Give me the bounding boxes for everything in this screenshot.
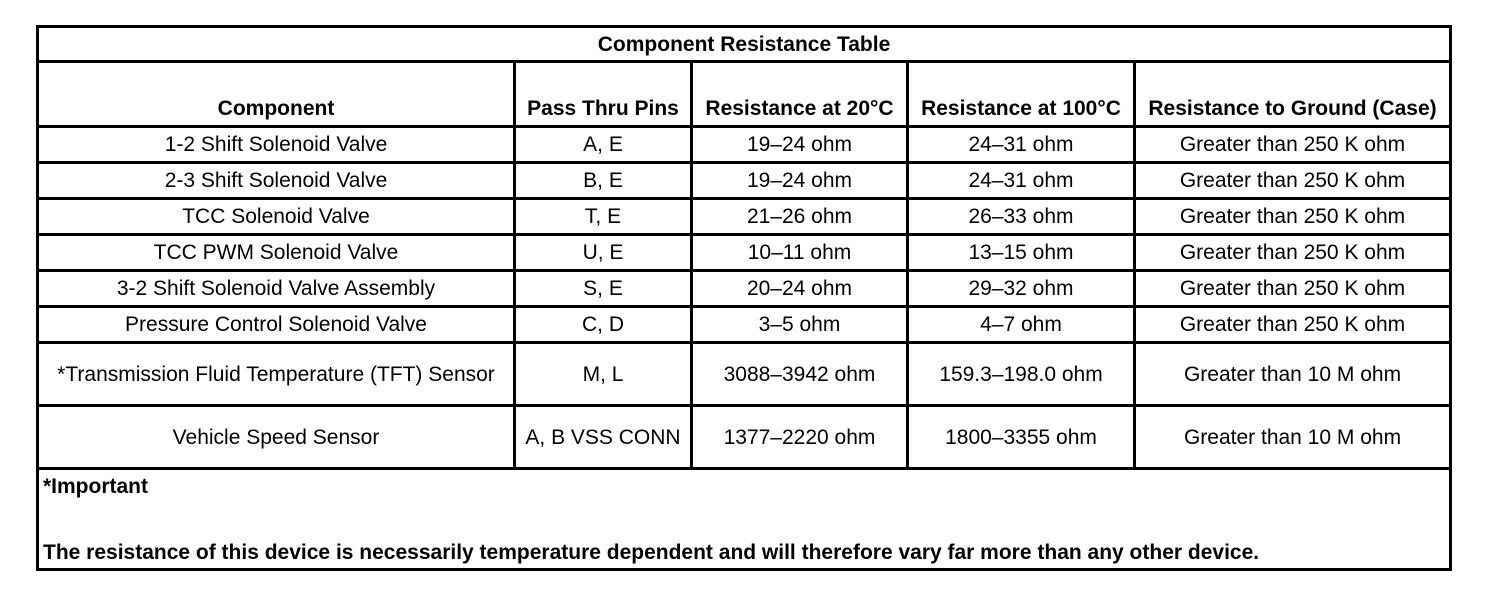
component-cell: 3-2 Shift Solenoid Valve Assembly: [38, 271, 515, 307]
component-resistance-table: [36, 25, 1452, 571]
resistance-20c-cell: 1377–2220 ohm: [692, 406, 908, 469]
resistance-100c-cell: 159.3–198.0 ohm: [908, 343, 1135, 406]
resistance-100c-cell: 1800–3355 ohm: [908, 406, 1135, 469]
component-cell: Vehicle Speed Sensor: [38, 406, 515, 469]
component-cell: Pressure Control Solenoid Valve: [38, 307, 515, 343]
resistance-100c-cell: 24–31 ohm: [908, 163, 1135, 199]
note-title: *Important: [43, 475, 148, 498]
resistance-ground-cell: Greater than 250 K ohm: [1135, 199, 1451, 235]
resistance-20c-cell: 10–11 ohm: [692, 235, 908, 271]
component-cell: 1-2 Shift Solenoid Valve: [38, 127, 515, 163]
column-header-resistance-20c: Resistance at 20°C: [692, 62, 908, 127]
column-header-resistance-to-ground: Resistance to Ground (Case): [1135, 62, 1451, 127]
resistance-ground-cell: Greater than 250 K ohm: [1135, 235, 1451, 271]
pins-cell: A, B VSS CONN: [515, 406, 692, 469]
resistance-100c-cell: 29–32 ohm: [908, 271, 1135, 307]
resistance-100c-cell: 13–15 ohm: [908, 235, 1135, 271]
resistance-100c-cell: 4–7 ohm: [908, 307, 1135, 343]
resistance-ground-cell: Greater than 10 M ohm: [1135, 343, 1451, 406]
table-title-row: [38, 27, 1451, 62]
resistance-ground-cell: Greater than 250 K ohm: [1135, 307, 1451, 343]
pins-cell: A, E: [515, 127, 692, 163]
column-header-pass-thru-pins: Pass Thru Pins: [515, 62, 692, 127]
table-header-row: [38, 62, 1451, 127]
component-cell: TCC PWM Solenoid Valve: [38, 235, 515, 271]
resistance-ground-cell: Greater than 250 K ohm: [1135, 163, 1451, 199]
component-cell: TCC Solenoid Valve: [38, 199, 515, 235]
resistance-ground-cell: Greater than 250 K ohm: [1135, 271, 1451, 307]
table-row: [38, 235, 1451, 271]
pins-cell: C, D: [515, 307, 692, 343]
table-row: [38, 127, 1451, 163]
component-cell: 2-3 Shift Solenoid Valve: [38, 163, 515, 199]
column-header-component: Component: [38, 62, 515, 127]
table-row: [38, 199, 1451, 235]
resistance-20c-cell: 3–5 ohm: [692, 307, 908, 343]
important-note: [38, 469, 1451, 570]
resistance-20c-cell: 19–24 ohm: [692, 163, 908, 199]
pins-cell: M, L: [515, 343, 692, 406]
component-cell: *Transmission Fluid Temperature (TFT) Sensor: [38, 343, 515, 406]
resistance-20c-cell: 3088–3942 ohm: [692, 343, 908, 406]
pins-cell: B, E: [515, 163, 692, 199]
resistance-ground-cell: Greater than 10 M ohm: [1135, 406, 1451, 469]
table-row: [38, 343, 1451, 406]
resistance-20c-cell: 21–26 ohm: [692, 199, 908, 235]
important-note-row: [38, 469, 1451, 570]
resistance-20c-cell: 19–24 ohm: [692, 127, 908, 163]
resistance-ground-cell: Greater than 250 K ohm: [1135, 127, 1451, 163]
resistance-20c-cell: 20–24 ohm: [692, 271, 908, 307]
table-row: [38, 307, 1451, 343]
table-title: Component Resistance Table: [38, 27, 1451, 62]
pins-cell: T, E: [515, 199, 692, 235]
table-row: [38, 163, 1451, 199]
resistance-100c-cell: 26–33 ohm: [908, 199, 1135, 235]
resistance-100c-cell: 24–31 ohm: [908, 127, 1135, 163]
table-row: [38, 406, 1451, 469]
pins-cell: U, E: [515, 235, 692, 271]
pins-cell: S, E: [515, 271, 692, 307]
table-row: [38, 271, 1451, 307]
note-text: The resistance of this device is necessarily temperature dependent and will therefore vary far more than any other device.: [43, 541, 1260, 564]
column-header-resistance-100c: Resistance at 100°C: [908, 62, 1135, 127]
